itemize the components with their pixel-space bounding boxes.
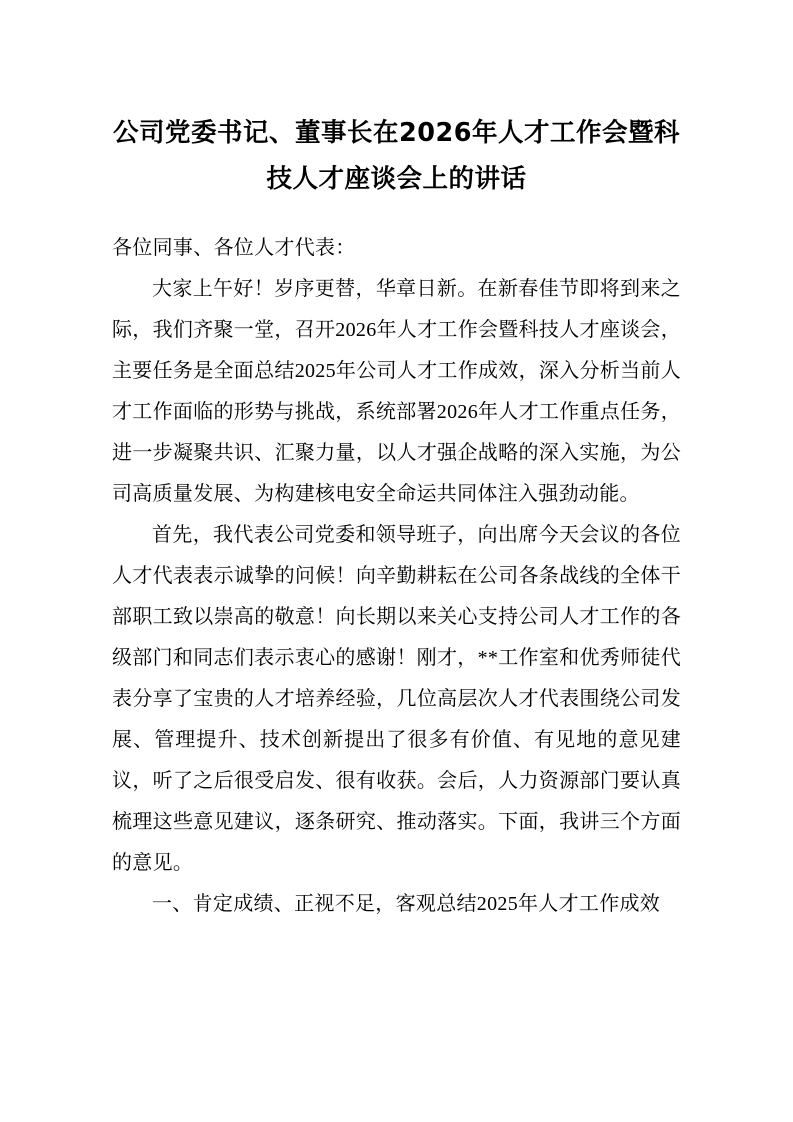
section-heading-1: 一、肯定成绩、正视不足，客观总结2025年人才工作成效 xyxy=(152,893,661,915)
paragraph-1: 大家上午好！岁序更替，华章日新。在新春佳节即将到来之际，我们齐聚一堂，召开2026年人才工作会暨科技人才座谈会，主要任务是全面总结2025年公司人才工作成效，深入分析当前人才工作面临的形势与挑战，系统部署2026年人才工作重点任务，进一步凝聚共识、汇聚力量，以人才强企战略的深入实施，为公司高质量发展、为构建核电安全命运共同体注入强劲动能。 xyxy=(112,278,681,505)
page-title: 公司党委书记、董事长在2026年人才工作会暨科技人才座谈会上的讲话 xyxy=(113,118,680,194)
salutation: 各位同事、各位人才代表： xyxy=(112,237,356,259)
paragraph-2: 首先，我代表公司党委和领导班子，向出席今天会议的各位人才代表表示诚挚的问候！向辛勤耕耘在公司各条战线的全体干部职工致以崇高的敬意！向长期以来关心支持公司人才工作的各级部门和同志们表示衷心的感谢！刚才，**工作室和优秀师徒代表分享了宝贵的人才培养经验，几位高层次人才代表围绕公司发展、管理提升、技术创新提出了很多有价值、有见地的意见建议，听了之后很受启发、很有收获。会后，人力资源部门要认真梳理这些意见建议，逐条研究、推动落实。下面，我讲三个方面的意见。 xyxy=(112,524,681,874)
